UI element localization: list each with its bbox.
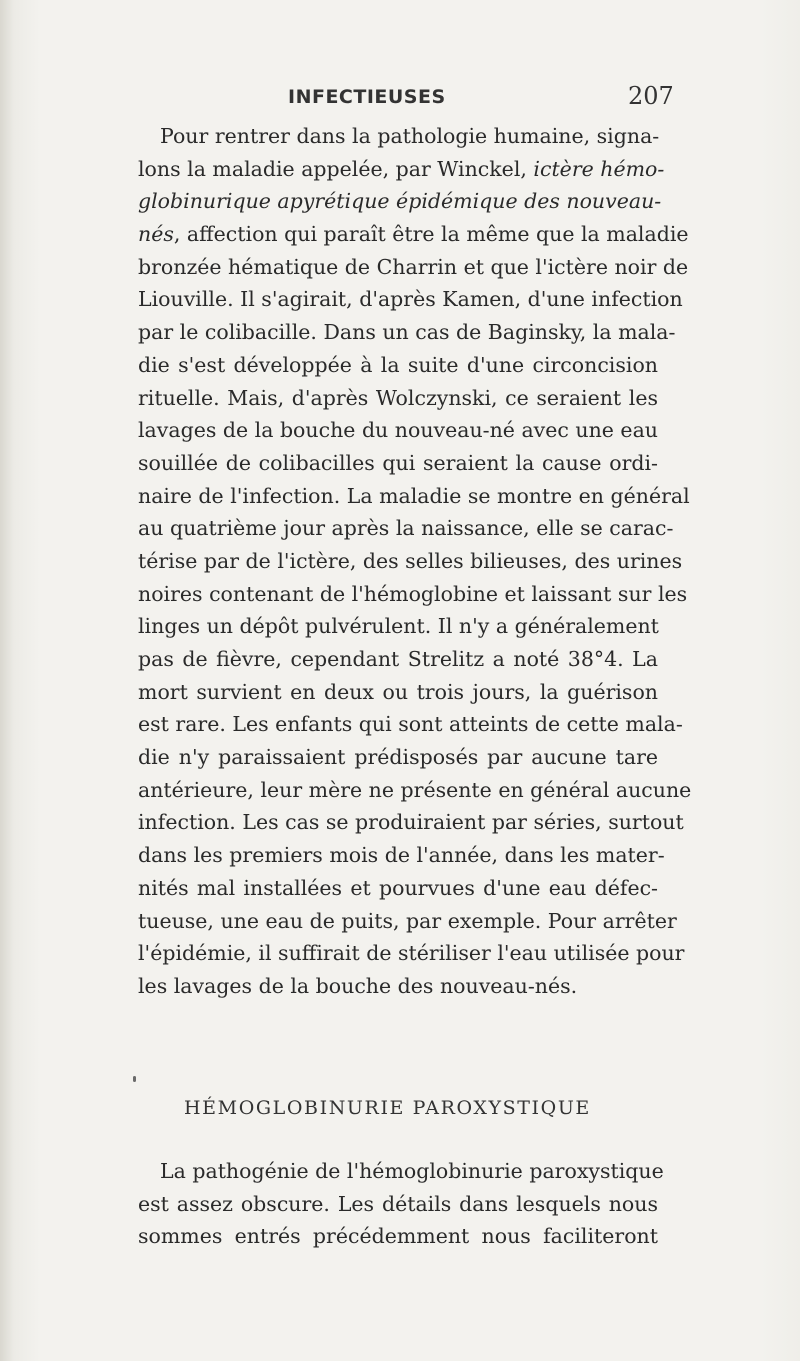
text-line: noires contenant de l'hémoglobine et laissant sur les [138,581,688,606]
text-line: sommes entrés précédemment nous faciliteront [138,1224,658,1249]
text-line [138,153,665,186]
text-line: l'épidémie, il suffirait de stériliser l'eau utilisée pour [138,941,685,966]
text-line: linges un dépôt pulvérulent. Il n'y a généralement [138,614,659,639]
section-heading: HÉMOGLOBINURIE PAROXYSTIQUE [184,1097,591,1119]
italic-term: ictère hémo- [533,156,665,181]
text-line: les lavages de la bouche des nouveau-nés. [138,973,578,998]
text-line [138,218,689,251]
text-line: bronzée hématique de Charrin et que l'ictère noir de [138,254,689,279]
paragraph-2 [138,1155,664,1253]
page-header [0,80,800,116]
text-line: die s'est développée à la suite d'une circoncision [138,352,658,377]
text-line: est assez obscure. Les détails dans lesquels nous [138,1191,658,1216]
text-line: antérieure, leur mère ne présente en général aucune [138,777,692,802]
italic-term: globinurique apyrétique épidémique des nouveau- [138,189,662,214]
running-head: INFECTIEUSES [288,86,446,108]
text-line: La pathogénie de l'hémoglobinurie paroxystique [160,1159,664,1183]
ink-speck [133,1076,136,1082]
text-line: térise par de l'ictère, des selles bilieuses, des urines [138,548,683,573]
text-line: rituelle. Mais, d'après Wolczynski, ce seraient les [138,385,658,410]
text-line: Pour rentrer dans la pathologie humaine, signa- [160,124,660,148]
text-line: pas de fièvre, cependant Strelitz a noté 38°4. La [138,647,658,671]
text-line: lavages de la bouche du nouveau-né avec une eau [138,418,658,443]
page-number: 207 [628,82,674,110]
text-line [138,185,662,218]
text-line: souillée de colibacilles qui seraient la cause ordi- [138,450,658,475]
text-line: tueuse, une eau de puits, par exemple. Pour arrêter [138,908,677,933]
text-line: par le colibacille. Dans un cas de Baginsky, la mala- [138,320,676,345]
text-line: Liouville. Il s'agirait, d'après Kamen, d'une infection [138,287,683,312]
italic-term: nés [138,222,174,247]
text-segment: , affection qui paraît être la même que la maladie [173,222,689,247]
paragraph-1 [138,120,692,1003]
text-line: au quatrième jour après la naissance, elle se carac- [138,516,674,541]
text-line: dans les premiers mois de l'année, dans les mater- [138,843,665,868]
text-line: infection. Les cas se produiraient par séries, surtout [138,810,684,835]
text-segment: lons la maladie appelée, par Winckel, [138,156,534,181]
text-line: nités mal installées et pourvues d'une eau défec- [138,875,658,900]
text-line: naire de l'infection. La maladie se montre en général [138,483,690,508]
text-line: die n'y paraissaient prédisposés par aucune tare [138,745,658,770]
text-line: est rare. Les enfants qui sont atteints de cette mala- [138,712,683,737]
text-line: mort survient en deux ou trois jours, la guérison [138,679,658,704]
